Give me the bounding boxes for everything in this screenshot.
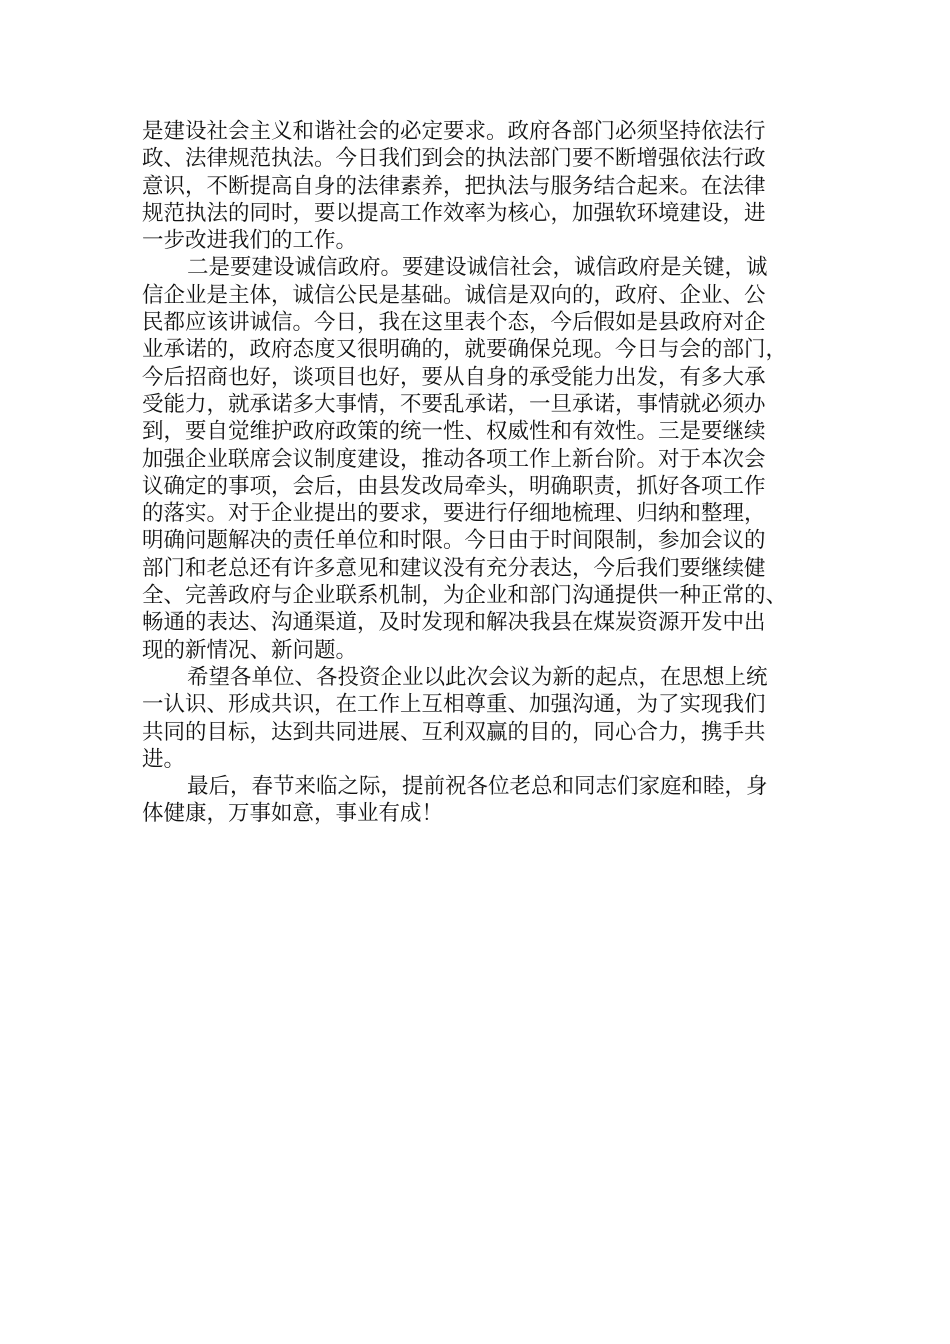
paragraph-start-line: 希望各单位、各投资企业以此次会议为新的起点，在思想上统 xyxy=(187,664,768,690)
text-line: 的落实。对于企业提出的要求，要进行仔细地梳理、归纳和整理， xyxy=(142,501,766,527)
text-line: 一步改进我们的工作。 xyxy=(142,228,358,254)
text-line: 到，要自觉维护政府政策的统一性、权威性和有效性。三是要继续 xyxy=(142,419,766,445)
text-line: 共同的目标，达到共同进展、互利双赢的目的，同心合力，携手共 xyxy=(142,719,766,745)
text-line: 政、法律规范执法。今日我们到会的执法部门要不断增强依法行政 xyxy=(142,146,766,172)
text-line: 明确问题解决的责任单位和时限。今日由于时间限制，参加会议的 xyxy=(142,528,766,554)
text-line: 意识，不断提高自身的法律素养，把执法与服务结合起来。在法律 xyxy=(142,173,766,199)
text-line: 民都应该讲诚信。今日，我在这里表个态，今后假如是县政府对企 xyxy=(142,310,766,336)
body-text xyxy=(142,118,810,828)
text-line: 体健康，万事如意，事业有成！ xyxy=(142,801,444,827)
text-line: 议确定的事项，会后，由县发改局牵头，明确职责，抓好各项工作 xyxy=(142,473,766,499)
text-line: 畅通的表达、沟通渠道，及时发现和解决我县在煤炭资源开发中出 xyxy=(142,610,766,636)
text-line: 部门和老总还有许多意见和建议没有充分表达，今后我们要继续健 xyxy=(142,555,766,581)
text-line: 受能力，就承诺多大事情，不要乱承诺，一旦承诺，事情就必须办 xyxy=(142,391,766,417)
paragraph-start-line: 二是要建设诚信政府。要建设诚信社会，诚信政府是关键，诚 xyxy=(187,255,768,281)
text-line: 是建设社会主义和谐社会的必定要求。政府各部门必须坚持依法行 xyxy=(142,119,766,144)
text-line: 信企业是主体，诚信公民是基础。诚信是双向的，政府、企业、公 xyxy=(142,282,766,308)
text-line: 全、完善政府与企业联系机制，为企业和部门沟通提供一种正常的、 xyxy=(142,583,788,609)
text-line: 现的新情况、新问题。 xyxy=(142,637,358,663)
text-line: 规范执法的同时，要以提高工作效率为核心，加强软环境建设，进 xyxy=(142,200,766,226)
text-line: 一认识、形成共识，在工作上互相尊重、加强沟通，为了实现我们 xyxy=(142,692,766,718)
text-line: 业承诺的，政府态度又很明确的，就要确保兑现。今日与会的部门， xyxy=(142,337,788,363)
text-line: 加强企业联席会议制度建设，推动各项工作上新台阶。对于本次会 xyxy=(142,446,766,472)
text-line: 进。 xyxy=(142,746,186,772)
paragraph-start-line: 最后，春节来临之际，提前祝各位老总和同志们家庭和睦，身 xyxy=(187,774,768,800)
text-line: 今后招商也好，谈项目也好，要从自身的承受能力出发，有多大承 xyxy=(142,364,766,390)
